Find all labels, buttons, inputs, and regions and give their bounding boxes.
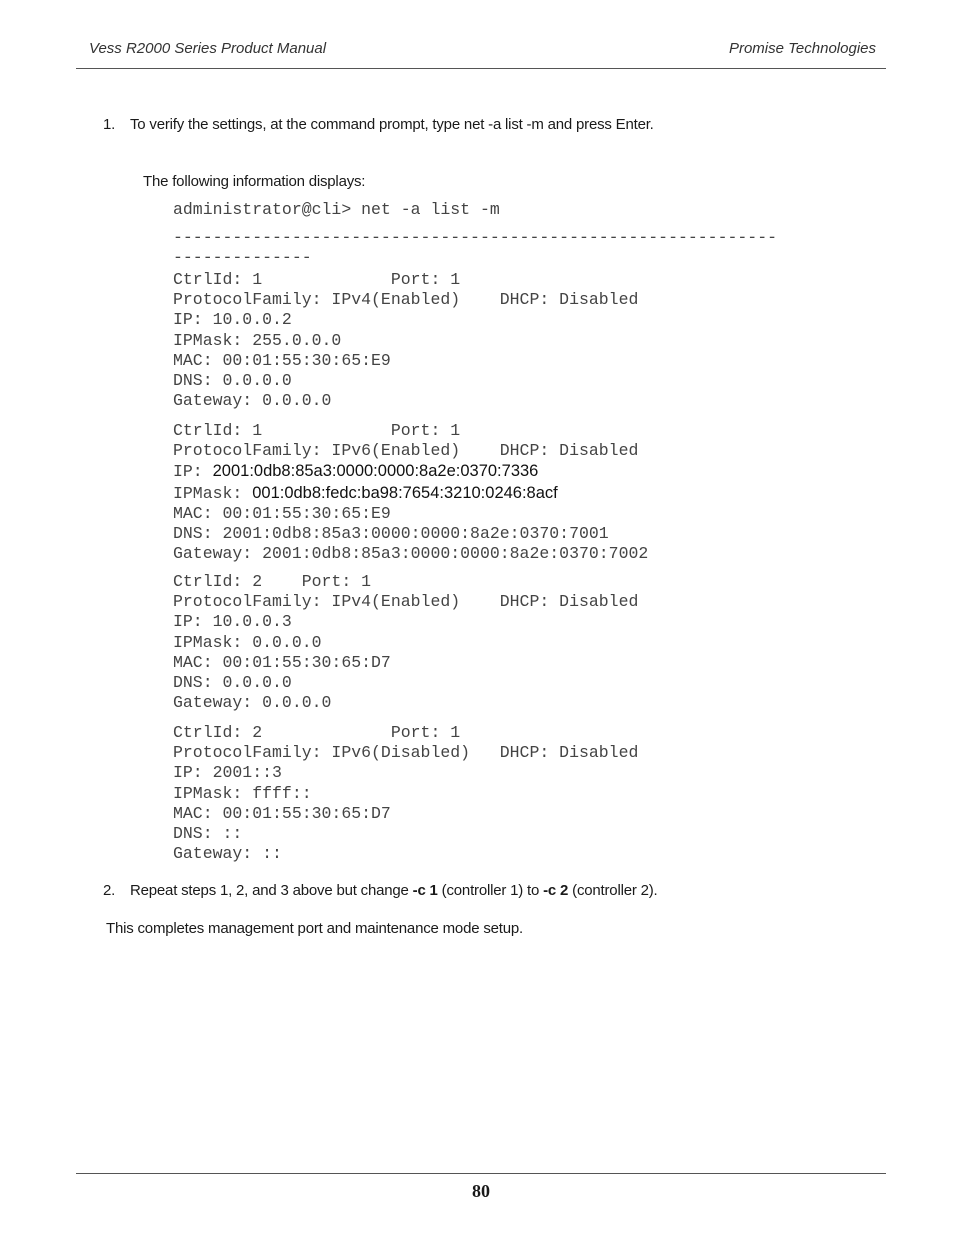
step-1-number: 1. [103, 116, 116, 133]
cli-mask-label: IPMask: [173, 483, 253, 503]
cli-line: CtrlId: 2 Port: 1 [173, 572, 372, 591]
cli-line: MAC: 00:01:55:30:65:D7 [173, 803, 391, 823]
cli-line: DNS: 0.0.0.0 [173, 673, 292, 693]
cli-command: administrator@cli> net -a list -m [173, 200, 500, 219]
closing-text: This completes management port and maintenance mode setup. [106, 920, 523, 937]
step-2-option-c2: -c 2 [543, 882, 569, 899]
cli-line: Gateway: :: [173, 844, 282, 864]
cli-line: IPMask: ffff:: [173, 783, 312, 803]
cli-line: DNS: 0.0.0.0 [173, 371, 292, 391]
cli-block-3 [173, 572, 638, 713]
cli-line: IP: 10.0.0.2 [173, 310, 292, 330]
cli-line: ProtocolFamily: IPv4(Enabled) DHCP: Disabled [173, 290, 639, 310]
cli-ip-label: IP: [173, 462, 213, 482]
cli-line: CtrlId: 2 Port: 1 [173, 723, 461, 742]
cli-line: ProtocolFamily: IPv6(Enabled) DHCP: Disabled [173, 441, 639, 461]
cli-line: IPMask: 255.0.0.0 [173, 330, 342, 350]
step-2-text-before: Repeat steps 1, 2, and 3 above but change [130, 882, 413, 899]
cli-line: DNS: 2001:0db8:85a3:0000:0000:8a2e:0370:7001 [173, 524, 609, 544]
step-2-option-c1: -c 1 [412, 882, 438, 899]
cli-line: IP: 2001::3 [173, 763, 282, 783]
cli-line: IPMask: 0.0.0.0 [173, 632, 322, 652]
cli-line: MAC: 00:01:55:30:65:E9 [173, 503, 391, 523]
cli-line: CtrlId: 1 Port: 1 [173, 270, 461, 289]
cli-separator-1: ------------------------------------------------------------- [173, 228, 777, 247]
step-1 [103, 116, 654, 133]
cli-separator-2: -------------- [173, 248, 312, 267]
cli-line: ProtocolFamily: IPv4(Enabled) DHCP: Disabled [173, 592, 639, 612]
page-number: 80 [472, 1181, 490, 1201]
cli-line: DNS: :: [173, 824, 243, 844]
header-rule [76, 68, 886, 69]
cli-line-ip [173, 461, 648, 482]
cli-line: Gateway: 0.0.0.0 [173, 391, 332, 411]
cli-block-2 [173, 421, 648, 564]
cli-line: Gateway: 2001:0db8:85a3:0000:0000:8a2e:0370:7002 [173, 544, 649, 564]
cli-line: IP: 10.0.0.3 [173, 612, 292, 632]
intro-text: The following information displays: [143, 173, 366, 190]
header-manual-title: Vess R2000 Series Product Manual [89, 40, 327, 57]
step-1-text: To verify the settings, at the command prompt, type net -a list -m and press Enter. [130, 116, 654, 133]
cli-line: MAC: 00:01:55:30:65:D7 [173, 652, 391, 672]
cli-ipv6-mask-value: 001:0db8:fedc:ba98:7654:3210:0246:8acf [252, 483, 558, 502]
cli-line-mask [173, 483, 648, 504]
cli-line: CtrlId: 1 Port: 1 [173, 421, 461, 440]
step-2-text-mid: (controller 1) to [437, 882, 544, 899]
header-company: Promise Technologies [728, 40, 876, 57]
footer-rule [76, 1173, 886, 1174]
cli-block-4 [173, 723, 638, 864]
cli-block-1 [173, 270, 638, 411]
step-2-number: 2. [103, 882, 116, 899]
cli-line: ProtocolFamily: IPv6(Disabled) DHCP: Disabled [173, 743, 639, 763]
step-2 [103, 882, 658, 899]
cli-line: Gateway: 0.0.0.0 [173, 693, 332, 713]
cli-ipv6-ip-value: 2001:0db8:85a3:0000:0000:8a2e:0370:7336 [212, 462, 539, 481]
cli-line: MAC: 00:01:55:30:65:E9 [173, 350, 391, 370]
step-2-text-after: (controller 2). [568, 882, 658, 899]
